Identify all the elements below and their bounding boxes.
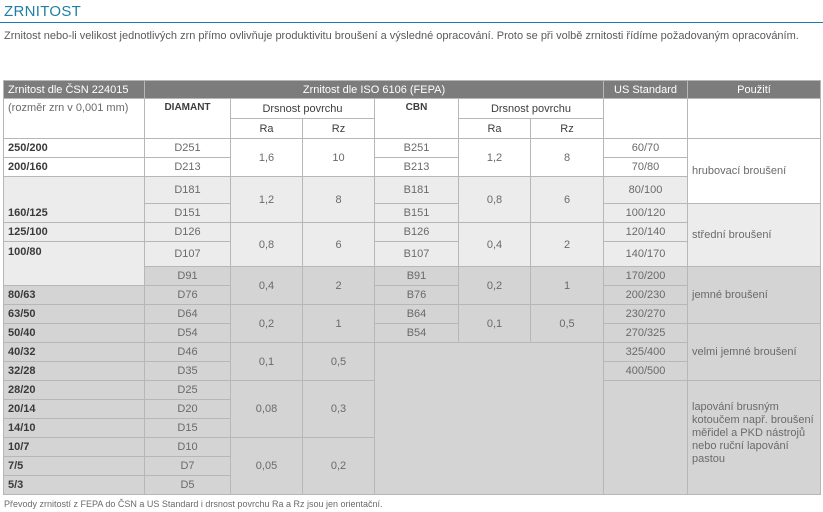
rz-cbn-cell: 2 (531, 223, 604, 267)
table-row-csn: 5/3 (4, 476, 145, 495)
rz-cbn-cell: 0,5 (531, 305, 604, 343)
diamant-cell: D10 (145, 438, 231, 457)
rz-diamant-cell: 1 (303, 305, 375, 343)
header-use-blank (688, 99, 821, 139)
ra-cbn-cell: 1,2 (459, 139, 531, 177)
cbn-cell: B151 (375, 204, 459, 223)
ra-cbn-cell: 0,2 (459, 267, 531, 305)
rz-cbn-cell: 8 (531, 139, 604, 177)
diamant-cell: D181 (145, 177, 231, 204)
header-rz-diamant: Rz (303, 119, 375, 139)
page-title: ZRNITOST (4, 3, 82, 20)
us-cell: 120/140 (604, 223, 688, 242)
ra-diamant-cell: 0,1 (231, 343, 303, 381)
diamant-cell: D76 (145, 286, 231, 305)
intro-text: Zrnitost nebo-li velikost jednotlivých zrn přímo ovlivňuje produktivitu broušení a výsledné opracování. Proto se při volbě zrnitosti řídíme požadovaným opracováním. (4, 30, 799, 42)
us-cell: 200/230 (604, 286, 688, 305)
table-row-csn: 20/14 (4, 400, 145, 419)
us-cell: 270/325 (604, 324, 688, 343)
rz-cbn-cell: 6 (531, 177, 604, 223)
table-row-csn: 7/5 (4, 457, 145, 476)
rz-cbn-cell: 1 (531, 267, 604, 305)
diamant-cell: D25 (145, 381, 231, 400)
diamant-cell: D251 (145, 139, 231, 158)
table-row-csn: 100/80 (4, 242, 145, 286)
rz-diamant-cell: 0,2 (303, 438, 375, 495)
cbn-cell: B126 (375, 223, 459, 242)
diamant-cell: D126 (145, 223, 231, 242)
header-roughness-cbn: Drsnost povrchu (459, 99, 604, 119)
diamant-cell: D91 (145, 267, 231, 286)
ra-diamant-cell: 0,8 (231, 223, 303, 267)
diamant-cell: D151 (145, 204, 231, 223)
title-divider (0, 22, 823, 23)
table-row-csn: 63/50 (4, 305, 145, 324)
use-cell: jemné broušení (688, 267, 821, 324)
rz-diamant-cell: 2 (303, 267, 375, 305)
rz-diamant-cell: 10 (303, 139, 375, 177)
cbn-cell: B107 (375, 242, 459, 267)
us-cell: 60/70 (604, 139, 688, 158)
ra-diamant-cell: 1,2 (231, 177, 303, 223)
us-cell: 400/500 (604, 362, 688, 381)
header-iso: Zrnitost dle ISO 6106 (FEPA) (145, 81, 604, 99)
ra-diamant-cell: 0,05 (231, 438, 303, 495)
diamant-cell: D54 (145, 324, 231, 343)
header-csn: Zrnitost dle ČSN 224015 (4, 81, 145, 99)
us-cell: 70/80 (604, 158, 688, 177)
header-roughness-diamant: Drsnost povrchu (231, 99, 375, 119)
header-us-blank (604, 99, 688, 139)
diamant-cell: D35 (145, 362, 231, 381)
diamant-cell: D15 (145, 419, 231, 438)
table-row-csn: 28/20 (4, 381, 145, 400)
grit-table (3, 80, 821, 495)
header-rz-cbn: Rz (531, 119, 604, 139)
table-row-csn: 160/125 (4, 177, 145, 223)
use-cell: střední broušení (688, 204, 821, 267)
table-row-csn: 250/200 (4, 139, 145, 158)
table-row-csn: 10/7 (4, 438, 145, 457)
cbn-cell: B64 (375, 305, 459, 324)
cbn-cell: B91 (375, 267, 459, 286)
cbn-cell: B213 (375, 158, 459, 177)
cbn-cell: B251 (375, 139, 459, 158)
header-ra-diamant: Ra (231, 119, 303, 139)
use-cell: velmi jemné broušení (688, 324, 821, 381)
ra-diamant-cell: 0,2 (231, 305, 303, 343)
us-empty-cell (604, 381, 688, 495)
table-row-csn: 32/28 (4, 362, 145, 381)
rz-diamant-cell: 0,5 (303, 343, 375, 381)
footer-note: Převody zrnitostí z FEPA do ČSN a US Standard i drsnost povrchu Ra a Rz jsou jen orientační. (4, 499, 383, 509)
ra-cbn-cell: 0,4 (459, 223, 531, 267)
rz-diamant-cell: 0,3 (303, 381, 375, 438)
ra-diamant-cell: 0,08 (231, 381, 303, 438)
size-note: (rozměr zrn v 0,001 mm) (4, 99, 145, 139)
us-cell: 80/100 (604, 177, 688, 204)
table-row-csn: 50/40 (4, 324, 145, 343)
ra-cbn-cell: 0,8 (459, 177, 531, 223)
us-cell: 325/400 (604, 343, 688, 362)
header-us-standard: US Standard (604, 81, 688, 99)
table-row-csn: 80/63 (4, 286, 145, 305)
cbn-cell: B181 (375, 177, 459, 204)
table-row-csn: 14/10 (4, 419, 145, 438)
table-row-csn: 125/100 (4, 223, 145, 242)
ra-cbn-cell: 0,1 (459, 305, 531, 343)
us-cell: 170/200 (604, 267, 688, 286)
header-ra-cbn: Ra (459, 119, 531, 139)
diamant-cell: D107 (145, 242, 231, 267)
header-cbn: CBN (375, 99, 459, 139)
us-cell: 100/120 (604, 204, 688, 223)
header-use: Použití (688, 81, 821, 99)
cbn-empty-cell (375, 343, 604, 495)
table-row-csn: 200/160 (4, 158, 145, 177)
diamant-cell: D20 (145, 400, 231, 419)
diamant-cell: D5 (145, 476, 231, 495)
ra-diamant-cell: 1,6 (231, 139, 303, 177)
diamant-cell: D213 (145, 158, 231, 177)
rz-diamant-cell: 8 (303, 177, 375, 223)
cbn-cell: B54 (375, 324, 459, 343)
diamant-cell: D64 (145, 305, 231, 324)
use-cell: lapování brusným kotoučem např. broušení měřidel a PKD nástrojů nebo ruční lapování pastou (688, 381, 821, 495)
us-cell: 230/270 (604, 305, 688, 324)
cbn-cell: B76 (375, 286, 459, 305)
header-diamant: DIAMANT (145, 99, 231, 139)
use-cell: hrubovací broušení (688, 139, 821, 204)
diamant-cell: D46 (145, 343, 231, 362)
ra-diamant-cell: 0,4 (231, 267, 303, 305)
rz-diamant-cell: 6 (303, 223, 375, 267)
us-cell: 140/170 (604, 242, 688, 267)
table-row-csn: 40/32 (4, 343, 145, 362)
diamant-cell: D7 (145, 457, 231, 476)
